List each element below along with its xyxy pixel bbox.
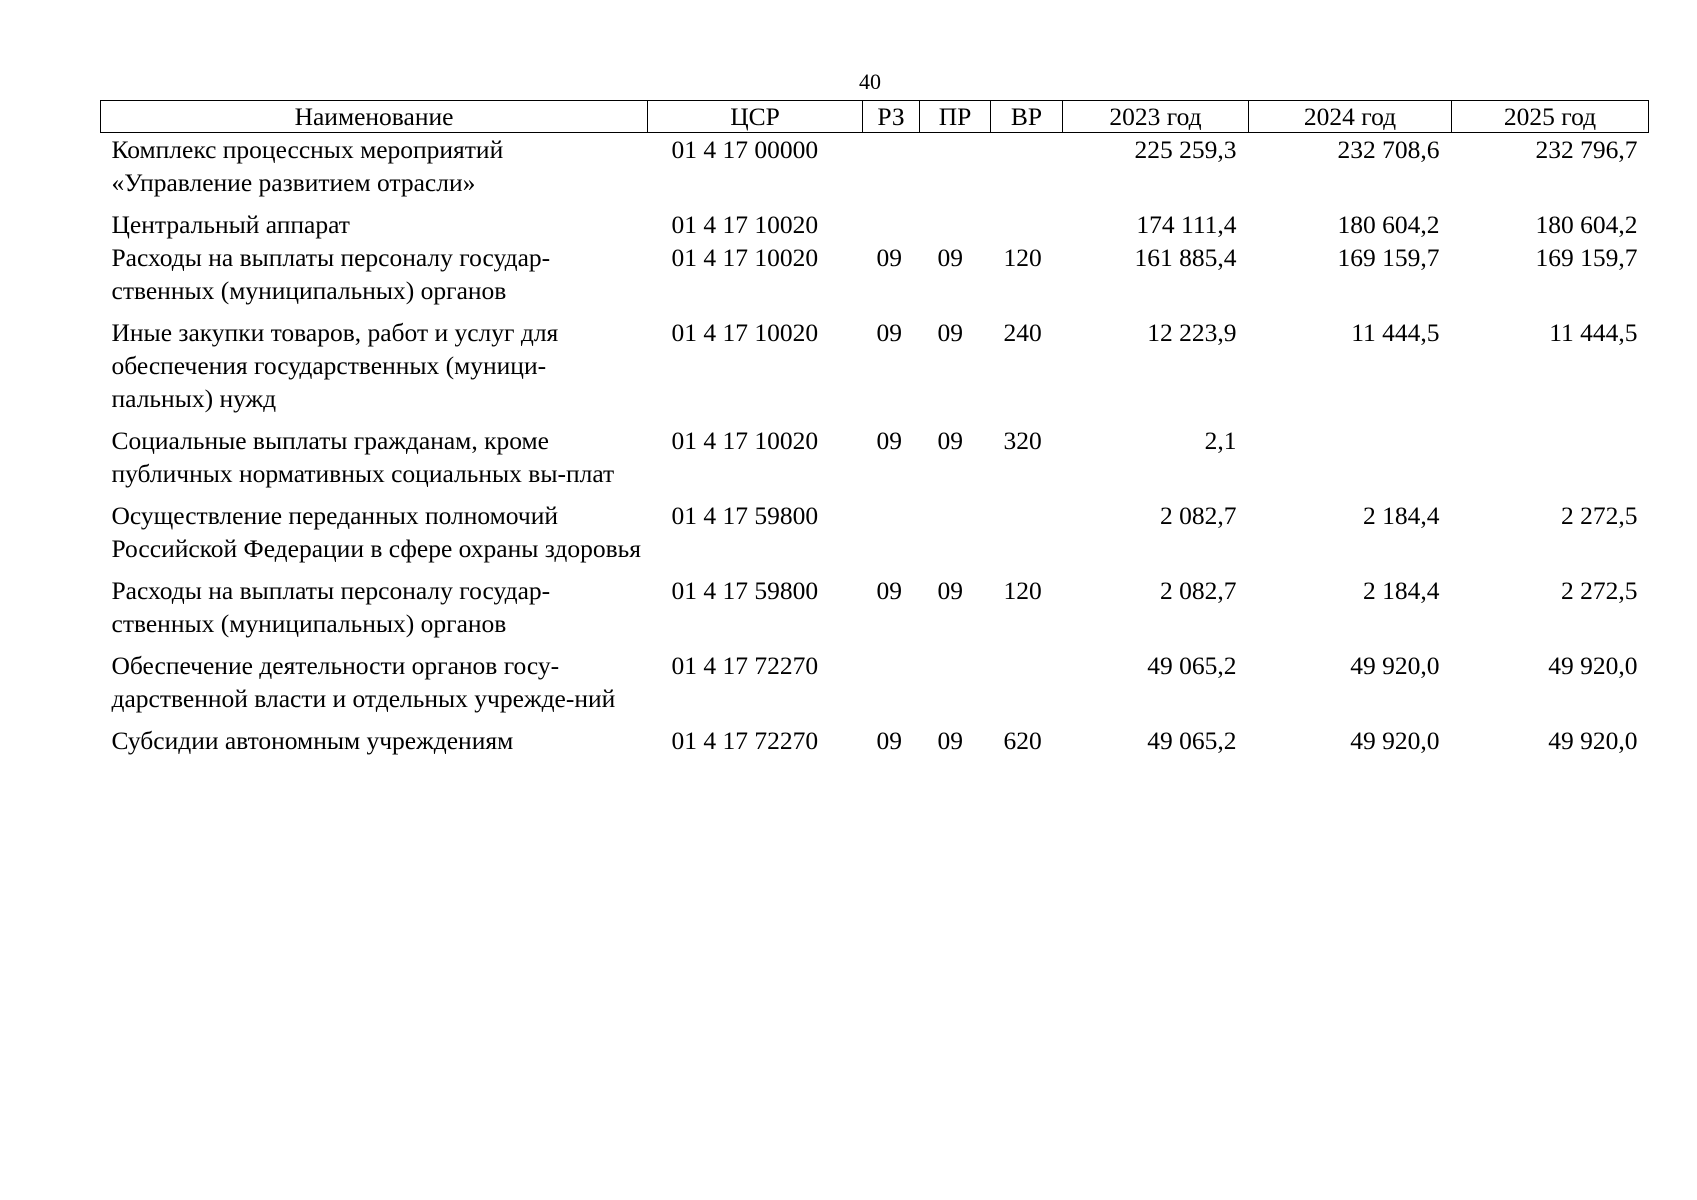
row-pr: 09 [937,426,963,455]
row-2023: 174 111,4 [1136,210,1237,239]
row-vr: 620 [1003,726,1042,755]
header-csr: ЦСР [648,101,863,133]
row-2024: 232 708,6 [1337,135,1440,164]
row-2023: 49 065,2 [1147,651,1237,680]
table-row [101,133,1649,209]
table-row [101,208,1649,241]
row-name: Иные закупки товаров, работ и услуг для обеспечения государственных (муници-пальных) нужд [111,318,559,413]
row-csr: 01 4 17 59800 [671,501,819,530]
row-name: Осуществление переданных полномочий Российской Федерации в сфере охраны здоровья [111,501,641,563]
header-vr: ВР [991,101,1063,133]
row-2024: 169 159,7 [1337,243,1440,272]
row-rz [863,208,920,241]
table-row [101,316,1649,424]
table-row [101,241,1649,316]
row-vr [991,208,1063,241]
row-vr [991,499,1063,574]
row-2024: 2 184,4 [1363,501,1440,530]
row-2024: 180 604,2 [1337,210,1440,239]
row-name: Социальные выплаты гражданам, кроме публичных нормативных социальных вы-плат [111,426,615,488]
row-name: Субсидии автономным учреждениям [111,726,514,755]
header-rz: РЗ [863,101,920,133]
row-2025: 232 796,7 [1535,135,1638,164]
row-2025: 169 159,7 [1535,243,1638,272]
table-row [101,499,1649,574]
row-2023: 2 082,7 [1160,501,1237,530]
row-vr [991,649,1063,724]
row-csr: 01 4 17 72270 [671,651,819,680]
header-name: Наименование [101,101,648,133]
table-row [101,424,1649,499]
row-pr: 09 [937,726,963,755]
row-2025: 2 272,5 [1561,501,1638,530]
row-vr: 320 [1003,426,1042,455]
row-2025: 180 604,2 [1535,210,1638,239]
row-vr [991,133,1063,209]
row-name: Расходы на выплаты персоналу государ-ственных (муниципальных) органов [111,243,551,305]
row-rz [863,499,920,574]
row-2025 [1452,424,1649,499]
row-2025: 11 444,5 [1549,318,1638,347]
header-2023: 2023 год [1063,101,1249,133]
row-vr: 120 [1003,576,1042,605]
row-rz: 09 [876,318,902,347]
row-rz: 09 [876,243,902,272]
row-pr: 09 [937,576,963,605]
row-name: Комплекс процессных мероприятий «Управление развитием отрасли» [111,135,504,197]
row-rz [863,133,920,209]
header-2024: 2024 год [1249,101,1452,133]
row-rz: 09 [876,426,902,455]
row-csr: 01 4 17 10020 [671,318,819,347]
page-number: 40 [859,69,881,94]
row-csr: 01 4 17 10020 [671,426,819,455]
row-rz: 09 [876,576,902,605]
table-row [101,574,1649,649]
table-row [101,649,1649,724]
row-csr: 01 4 17 10020 [671,243,819,272]
header-row [101,101,1649,133]
row-2025: 2 272,5 [1561,576,1638,605]
row-2023: 2 082,7 [1160,576,1237,605]
row-name: Расходы на выплаты персоналу государ-ственных (муниципальных) органов [111,576,551,638]
row-2025: 49 920,0 [1548,726,1638,755]
row-2023: 2,1 [1204,426,1237,455]
row-2024: 11 444,5 [1351,318,1440,347]
row-csr: 01 4 17 10020 [671,210,819,239]
row-2023: 49 065,2 [1147,726,1237,755]
row-vr: 240 [1003,318,1042,347]
row-pr [920,649,991,724]
table-row [101,724,1649,757]
row-2024: 49 920,0 [1350,651,1440,680]
row-pr: 09 [937,318,963,347]
row-2023: 225 259,3 [1134,135,1237,164]
row-vr: 120 [1003,243,1042,272]
header-2025: 2025 год [1452,101,1649,133]
row-csr: 01 4 17 72270 [671,726,819,755]
row-2024: 2 184,4 [1363,576,1440,605]
row-2023: 161 885,4 [1134,243,1237,272]
row-pr [920,208,991,241]
row-rz: 09 [876,726,902,755]
row-2023: 12 223,9 [1147,318,1237,347]
row-rz [863,649,920,724]
row-pr [920,133,991,209]
row-pr [920,499,991,574]
row-csr: 01 4 17 00000 [671,135,819,164]
row-name: Обеспечение деятельности органов госу-дарственной власти и отдельных учрежде-ний [111,651,616,713]
table-body [101,133,1649,758]
row-name: Центральный аппарат [111,210,350,239]
row-2024: 49 920,0 [1350,726,1440,755]
row-2024 [1249,424,1452,499]
row-2025: 49 920,0 [1548,651,1638,680]
row-pr: 09 [937,243,963,272]
row-csr: 01 4 17 59800 [671,576,819,605]
header-pr: ПР [920,101,991,133]
table-header [101,101,1649,133]
budget-table [100,100,1649,757]
